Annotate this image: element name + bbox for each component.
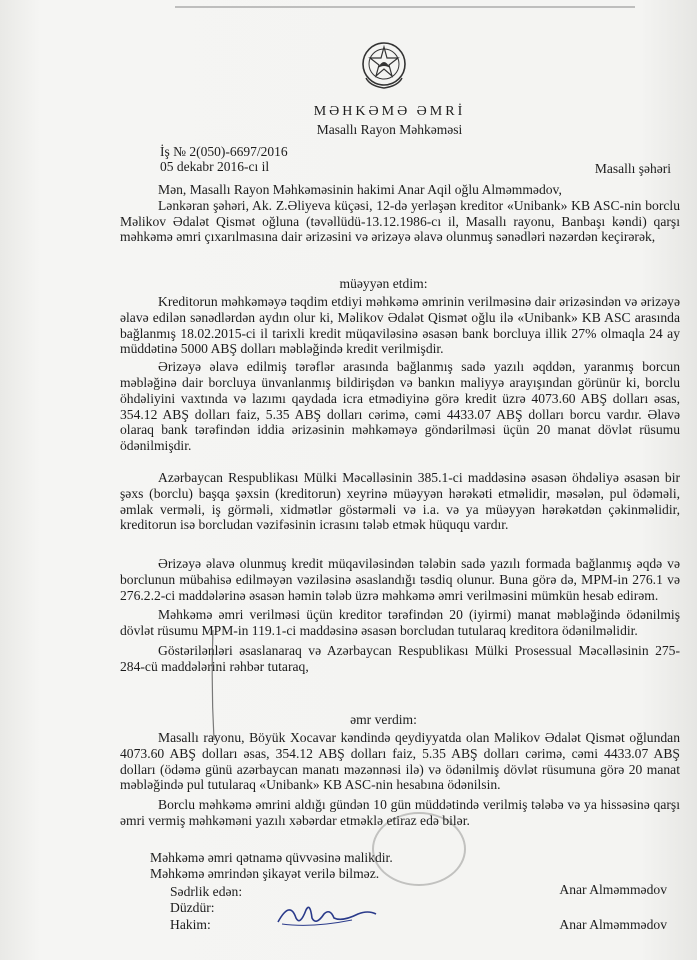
intro-paragraph: Lənkəran şəhəri, Ak. Z.Əliyeva küçəsi, 12-də yerləşən kreditor «Unibank» KB ASC-nin borclu Məlikov Ədalət Qismət oğluna (təvəllüdü-13.12.1986-cı il, Masallı rayonu, Banbaşı kəndi) qarşı məhkəmə əmri çıxarılmasına dair ərizəsini və ərizəyə əlavə olunmuş sənədləri nəzərdən keçirərək, <box>120 197 680 245</box>
findings-section <box>120 294 680 454</box>
findings-section-3 <box>120 556 680 675</box>
document-city: Masallı şəhəri <box>594 161 671 176</box>
finding-paragraph: Ərizəyə əlavə olunmuş kredit müqaviləsindən tələbin sadə yazılı formada bağlanmış əqdə və borclunun mübahisə edilməyən vəziləsinə əsaslandığı təsdiq olunur. Buna görə də, MPM-in 276.1 və 276.2.2-ci maddələrinə əsasən həmin tələb üzrə məhkəmə əmri verilməsini mümkün hesab edirəm. <box>120 556 680 603</box>
issued-label: Sədrlik edən: <box>170 884 243 899</box>
judge-name: Anar Alməmmədov <box>559 917 667 932</box>
finding-paragraph: Göstərilənləri əsaslanaraq və Azərbaycan Respublikası Mülki Prosessual Məcəlləsinin 275-284-cü maddələrini rəhbər tutaraq, <box>120 642 680 674</box>
heading-order: əmr verdim: <box>350 712 417 727</box>
court-name: Masallı Rayon Məhkəməsi <box>316 122 463 137</box>
margin-pen-mark <box>210 630 216 740</box>
verified-label: Düzdür: <box>170 900 215 915</box>
intro-paragraph: Mən, Masallı Rayon Məhkəməsinin hakimi Anar Aqil oğlu Alməmmədov, <box>158 182 562 197</box>
case-number: İş № 2(050)-6697/2016 <box>160 144 288 159</box>
closing-line-force: Məhkəmə əmri qətnamə qüvvəsinə malikdir. <box>150 850 393 865</box>
finding-paragraph: Kreditorun məhkəməyə təqdim etdiyi məhkəmə əmrinin verilməsinə dair ərizəsindən və ərizəyə əlavə edilən sənədlərdən aydın olur ki, Məlikov Ədalət Qismət oğlu ilə «Unibank» KB ASC arasında bağlanmış 18.02.2015-ci il tarixli kredit müqaviləsinə əsasən bank borcluya illik 27% olmaqla 24 ay müddətinə 5000 ABŞ dolları məbləğində kredit verilmişdir. <box>120 294 680 357</box>
finding-paragraph: Azərbaycan Respublikası Mülki Məcəlləsinin 385.1-ci maddəsinə əsasən öhdəliyə əsasən bir şəxs (borclu) başqa şəxsin (kreditorun) xeyrinə müəyyən hərəkəti etməlidir, məsələn, pul ödəməli, əmlak verməli, iş görməli, xidmətlər göstərməli və i.a. və ya müəyyən hərəkətdən çəkinməlidir, kreditorun isə borcludan vəzifəsinin icrasını tələb etmək hüququ vardır. <box>120 470 680 533</box>
issued-name: Anar Alməmmədov <box>559 882 667 897</box>
document-title: MƏHKƏMƏ ƏMRİ <box>313 104 466 119</box>
scan-edge-line <box>175 6 635 8</box>
coat-of-arms-icon <box>360 38 408 90</box>
finding-paragraph: Ərizəyə əlavə edilmiş tərəflər arasında bağlanmış sadə yazılı əqddən, yaranmış borcun məbləğinə dair borcluya ünvanlanmış bildirişdən və bankın maliyyə arayışından görünür ki, borclu öhdəliyini vaxtında və lazımı qaydada icra etmədiyinə görə kredit üzrə 4073.60 ABŞ dolları əsas, 354.12 ABŞ dolları faiz, 5.35 ABŞ dolları cərimə, cəmi 4433.07 ABŞ dolları borcu vardır. Əlavə olaraq bank tərəfindən iddia ərizəsinin məhkəməyə göndərilməsi üçün 20 manat dövlət rüsumu ödənilmişdir. <box>120 359 680 454</box>
court-stamp <box>372 812 466 886</box>
judge-label: Hakim: <box>170 917 211 932</box>
judge-signature <box>272 896 382 932</box>
order-paragraph: Borclu məhkəmə əmrini aldığı gündən 10 gün müddətində verilmiş tələbə və ya hissəsinə qarşı əmri vermiş məhkəməni yazılı xəbərdar etməklə etiraz edə bilər. <box>120 797 680 828</box>
document-date: 05 dekabr 2016-cı il <box>160 159 270 174</box>
closing-line-appeal: Məhkəmə əmrindən şikayət verilə bilməz. <box>150 866 380 881</box>
finding-paragraph: Məhkəmə əmri verilməsi üçün kreditor tərəfindən 20 (iyirmi) manat məbləğində ödənilmiş dövlət rüsumu MPM-in 119.1-ci maddəsinə əsasən borcludan tutularaq kreditora ödənilməlidir. <box>120 607 680 639</box>
findings-section-2 <box>120 470 680 533</box>
heading-found: müəyyən etdim: <box>339 276 428 291</box>
order-paragraph: Masallı rayonu, Böyük Xocavar kəndində qeydiyyatda olan Məlikov Ədalət Qismət oğlundan 4073.60 ABŞ dolları əsas, 354.12 ABŞ dolları faiz, 5.35 ABŞ dolları cərimə, cəmi 4433.07 ABŞ dolları (ödəmə günü azərbaycan manatı məzənnəsi ilə) və ödənilmiş dövlət rüsumuna görə 20 manat məbləğində pul tutularaq «Unibank» KB ASC-nin hesabına ödənilsin. <box>120 730 680 793</box>
intro-section <box>120 182 680 245</box>
